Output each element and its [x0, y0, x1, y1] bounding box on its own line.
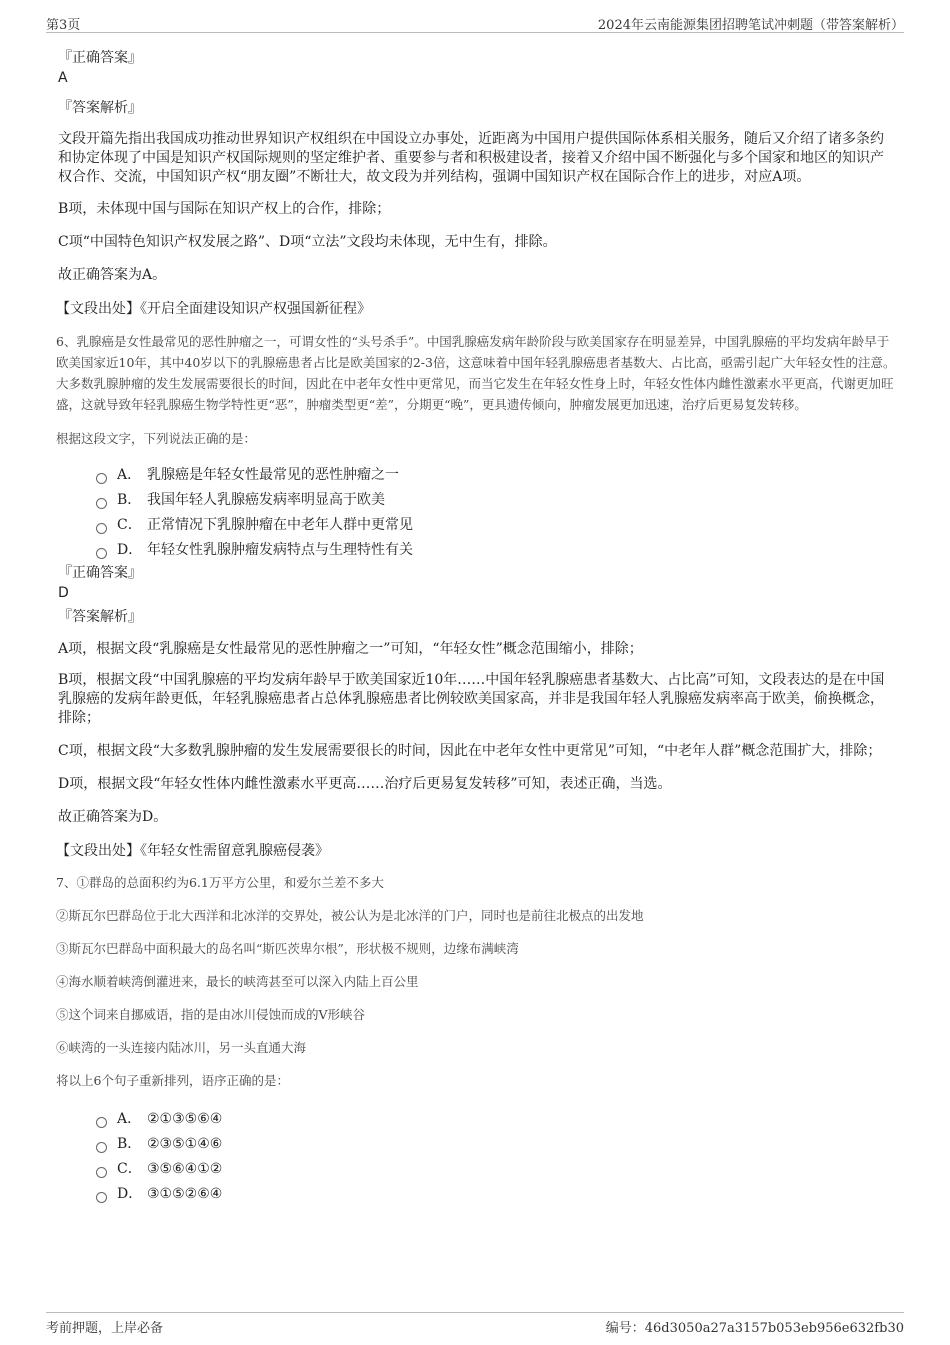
correct-answer: D — [58, 585, 69, 601]
radio-button[interactable] — [96, 1117, 107, 1128]
analysis-paragraph: 文段开篇先指出我国成功推动世界知识产权组织在中国设立办事处，近距离为中国用户提供国际体系相关服务，随后又介绍了诸多条约和协定体现了中国是知识产权国际规则的坚定维护者、重要参与者和积极建设者，接着又介绍中国不断强化与多个国家和地区的知识产权合作、交流，中国知识产权“朋友圈”不断壮大，故文段为并列结构，强调中国知识产权在国际合作上的进步，对应A项。 — [58, 131, 884, 185]
option-list — [96, 1107, 896, 1207]
option-text: ②①③⑤⑥④ — [147, 1111, 223, 1127]
option-text: 乳腺癌是年轻女性最常见的恶性肿瘤之一 — [147, 467, 399, 483]
analysis-label: 『答案解析』 — [58, 609, 142, 625]
question-stem: 6、乳腺癌是女性最常见的恶性肿瘤之一，可谓女性的“头号杀手”。中国乳腺癌发病年龄阶段与欧美国家存在明显差异，中国乳腺癌的平均发病年龄早于欧美国家近10年，其中40岁以下的乳腺癌患者占比是欧美国家的2-3倍，这意味着中国年轻乳腺癌患者基数大、占比高，亟需引起广大年轻女性的注意。大多数乳腺肿瘤的发生发展需要很长的时间，因此在中老年女性中更常见，而当它发生在年轻女性身上时，年轻女性体内雌性激素水平更高，代谢更加旺盛，这就导致年轻乳腺癌生物学特性更“恶”，肿瘤类型更“差”，分期更“晚”，更具遗传倾向，肿瘤发展更加迅速，治疗后更易复发转移。 — [56, 334, 896, 412]
analysis-paragraph: D项，根据文段“年轻女性体内雌性激素水平更高……治疗后更易复发转移”可知，表述正确，当选。 — [58, 776, 672, 792]
option-key: B． — [117, 1136, 142, 1152]
analysis-label: 『答案解析』 — [58, 100, 142, 116]
sentence-4: ④海水顺着峡湾倒灌进来，最长的峡湾甚至可以深入内陆上百公里 — [56, 974, 419, 989]
radio-button[interactable] — [96, 473, 107, 484]
option-key: D． — [117, 1186, 143, 1202]
option-a[interactable] — [96, 463, 896, 488]
option-key: C． — [117, 517, 142, 533]
option-text: ②③⑤①④⑥ — [147, 1136, 223, 1152]
option-d[interactable] — [96, 1182, 896, 1207]
analysis-conclusion: 故正确答案为A。 — [58, 267, 167, 283]
option-b[interactable] — [96, 1132, 896, 1157]
footer-slogan: 考前押题，上岸必备 — [46, 1321, 164, 1336]
answer-label: 『正确答案』 — [58, 50, 142, 66]
option-b[interactable] — [96, 488, 896, 513]
radio-button[interactable] — [96, 523, 107, 534]
page-footer — [46, 1312, 904, 1338]
analysis-paragraph: C项，根据文段“大多数乳腺肿瘤的发生发展需要很长的时间，因此在中老年女性中更常见”可知，“中老年人群”概念范围扩大，排除； — [58, 743, 882, 759]
option-text: ③⑤⑥④①② — [147, 1161, 223, 1177]
analysis-conclusion: 故正确答案为D。 — [58, 809, 168, 825]
option-key: B． — [117, 492, 142, 508]
option-key: D． — [117, 542, 143, 558]
analysis-paragraph: A项，根据文段“乳腺癌是女性最常见的恶性肿瘤之一”可知，“年轻女性”概念范围缩小，排除； — [58, 641, 643, 657]
option-text: 年轻女性乳腺肿瘤发病特点与生理特性有关 — [147, 542, 413, 558]
option-a[interactable] — [96, 1107, 896, 1132]
question-prompt: 将以上6个句子重新排列，语序正确的是： — [56, 1073, 289, 1088]
option-text: 我国年轻人乳腺癌发病率明显高于欧美 — [147, 492, 385, 508]
sentence-6: ⑥峡湾的一头连接内陆冰川，另一头直通大海 — [56, 1040, 307, 1055]
sentence-5: ⑤这个词来自挪威语，指的是由冰川侵蚀而成的V形峡谷 — [56, 1007, 366, 1022]
option-list — [96, 463, 896, 563]
source-citation: 【文段出处】《年轻女性需留意乳腺癌侵袭》 — [56, 843, 329, 859]
option-key: A． — [117, 1111, 142, 1127]
correct-answer: A — [58, 70, 68, 86]
answer-label: 『正确答案』 — [58, 565, 142, 581]
radio-button[interactable] — [96, 1142, 107, 1153]
option-text: ③①⑤②⑥④ — [147, 1186, 223, 1202]
source-citation: 【文段出处】《开启全面建设知识产权强国新征程》 — [56, 301, 371, 317]
option-d[interactable] — [96, 538, 896, 563]
option-c[interactable] — [96, 513, 896, 538]
option-c[interactable] — [96, 1157, 896, 1182]
radio-button[interactable] — [96, 498, 107, 509]
analysis-paragraph: B项，未体现中国与国际在知识产权上的合作，排除； — [58, 201, 391, 217]
document-title: 2024年云南能源集团招聘笔试冲刺题（带答案解析） — [597, 18, 904, 33]
option-key: A． — [117, 467, 142, 483]
sentence-2: ②斯瓦尔巴群岛位于北大西洋和北冰洋的交界处，被公认为是北冰洋的门户，同时也是前往北极点的出发地 — [56, 908, 644, 923]
page-header — [46, 14, 904, 33]
radio-button[interactable] — [96, 548, 107, 559]
page-number: 第3页 — [46, 18, 81, 33]
radio-button[interactable] — [96, 1167, 107, 1178]
option-text: 正常情况下乳腺肿瘤在中老年人群中更常见 — [147, 517, 413, 533]
analysis-paragraph: B项，根据文段“中国乳腺癌的平均发病年龄早于欧美国家近10年……中国年轻乳腺癌患者基数大、占比高”可知，文段表达的是在中国乳腺癌的发病年龄更低，年轻乳腺癌患者占总体乳腺癌患者比例较欧美国家高，并非是我国年轻人乳腺癌发病率高于欧美，偷换概念，排除； — [58, 672, 885, 726]
question-prompt: 根据这段文字，下列说法正确的是： — [56, 431, 257, 446]
sentence-3: ③斯瓦尔巴群岛中面积最大的岛名叫“斯匹茨卑尔根”，形状极不规则，边缘布满峡湾 — [56, 941, 519, 956]
sentence-1: 7、①群岛的总面积约为6.1万平方公里，和爱尔兰差不多大 — [56, 875, 384, 890]
document-id: 编号：46d3050a27a3157b053eb956e632fb30 — [605, 1321, 904, 1336]
page-content — [56, 44, 896, 1207]
radio-button[interactable] — [96, 1192, 107, 1203]
option-key: C． — [117, 1161, 142, 1177]
analysis-paragraph: C项“中国特色知识产权发展之路”、D项“立法”文段均未体现，无中生有，排除。 — [58, 234, 557, 250]
